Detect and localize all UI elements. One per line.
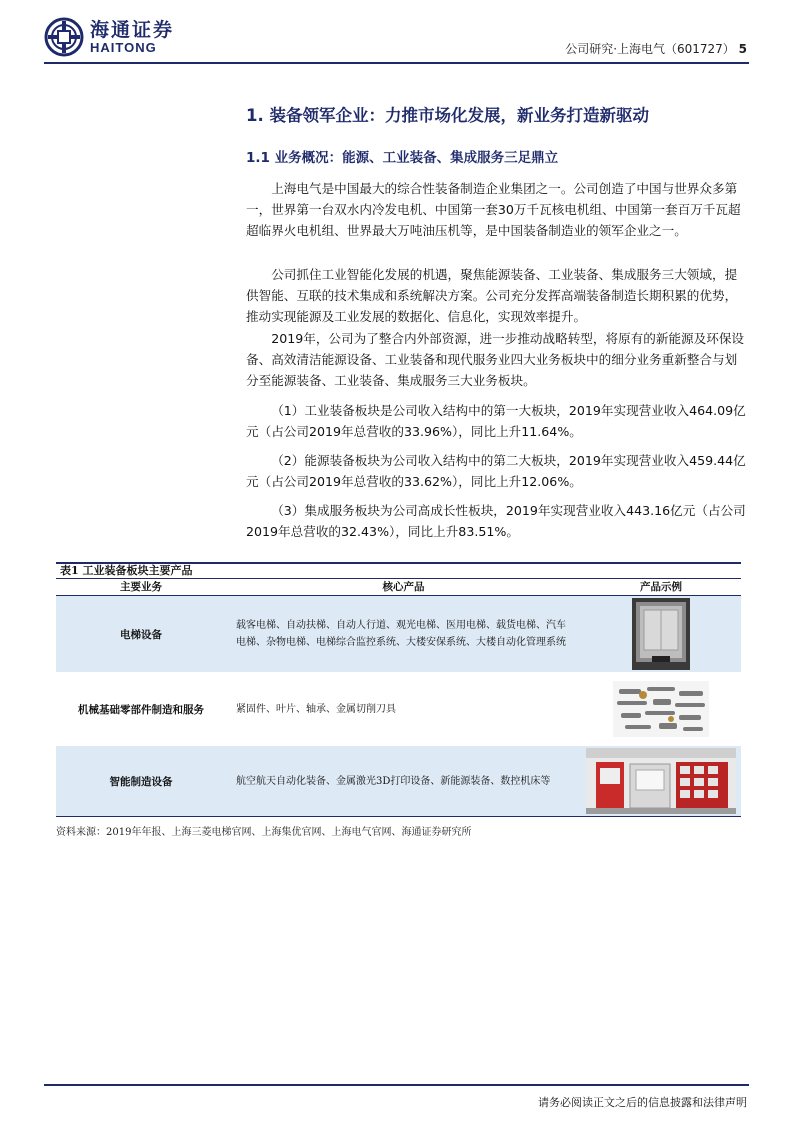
column-header-example: 产品示例 [640,581,682,593]
row-business: 电梯设备 [120,628,162,641]
row-products: 紧固件、叶片、轴承、金属切削刀具 [236,703,396,715]
table-source: 资料来源：2019年年报、上海三菱电梯官网、上海集优官网、上海电气官网、海通证券研究所 [56,827,472,838]
row-products: 载客电梯、自动扶梯、自动人行道、观光电梯、医用电梯、载货电梯、汽车电梯、杂物电梯、电梯综合监控系统、大楼安保系统、大楼自动化管理系统 [236,620,566,648]
factory-photo-icon [586,748,736,814]
footer-disclaimer: 请务必阅读正文之后的信息披露和法律声明 [538,1096,747,1109]
row-products: 航空航天自动化装备、金属激光3D打印设备、新能源装备、数控机床等 [236,775,551,787]
table-row [56,678,741,740]
body-paragraph-3: 2019年，公司为了整合内外部资源，进一步推动战略转型，将原有的新能源及环保设备、高效清洁能源设备、工业装备和现代服务业四大业务板块中的细分业务重新整合与划分至能源装备、工业装备、集成服务三大业务板块。 [246,331,745,388]
logo-chinese-name: 海通证券 [90,19,175,41]
components-photo-icon [613,681,709,737]
table-row [56,596,741,672]
row-business: 智能制造设备 [109,775,173,788]
table-title: 表1 工业装备板块主要产品 [56,562,741,578]
column-header-products: 核心产品 [382,581,425,593]
header-divider [44,62,749,64]
subsection-heading: 1.1 业务概况：能源、工业装备、集成服务三足鼎立 [246,150,559,166]
section-heading: 1. 装备领军企业：力推市场化发展，新业务打造新驱动 [246,106,649,125]
footer-divider [44,1084,749,1086]
company-info-text: 公司研究·上海电气（601727） [565,42,735,56]
body-paragraph-1: 上海电气是中国最大的综合性装备制造企业集团之一。公司创造了中国与世界众多第一，世界第一台双水内冷发电机、中国第一套30万千瓦核电机组、中国第一套百万千瓦超超临界火电机组、世界最大万吨油压机等，是中国装备制造业的领军企业之一。 [246,181,741,238]
products-table [56,562,741,838]
haitong-logo [44,14,174,60]
column-header-business: 主要业务 [120,581,162,593]
body-paragraph-6: （3）集成服务板块为公司高成长性板块，2019年实现营业收入443.16亿元（占公司2019年总营收的32.43%），同比上升83.51%。 [246,503,746,539]
page-number: 5 [738,42,747,56]
row-example [581,748,741,814]
table-header [56,578,741,596]
body-paragraph-5: （2）能源装备板块为公司收入结构中的第二大板块，2019年实现营业收入459.44亿元（占公司2019年总营收的33.62%），同比上升12.06%。 [246,453,746,489]
table-row [56,746,741,816]
header-company-info [565,40,747,57]
body-paragraph-4: （1）工业装备板块是公司收入结构中的第一大板块，2019年实现营业收入464.09亿元（占公司2019年总营收的33.96%），同比上升11.64%。 [246,403,746,439]
row-example [581,681,741,737]
row-example [581,598,741,670]
table-bottom-rule [56,816,741,817]
row-business: 机械基础零部件制造和服务 [78,703,204,716]
elevator-photo-icon [632,598,690,670]
logo-english-name: HAITONG [90,40,157,55]
body-paragraph-2: 公司抓住工业智能化发展的机遇，聚焦能源装备、工业装备、集成服务三大领域，提供智能、互联的技术集成和系统解决方案。公司充分发挥高端装备制造长期积累的优势，推动实现能源及工业发展的数据化、信息化，实现效率提升。 [246,267,738,324]
haitong-logo-icon [44,17,84,57]
